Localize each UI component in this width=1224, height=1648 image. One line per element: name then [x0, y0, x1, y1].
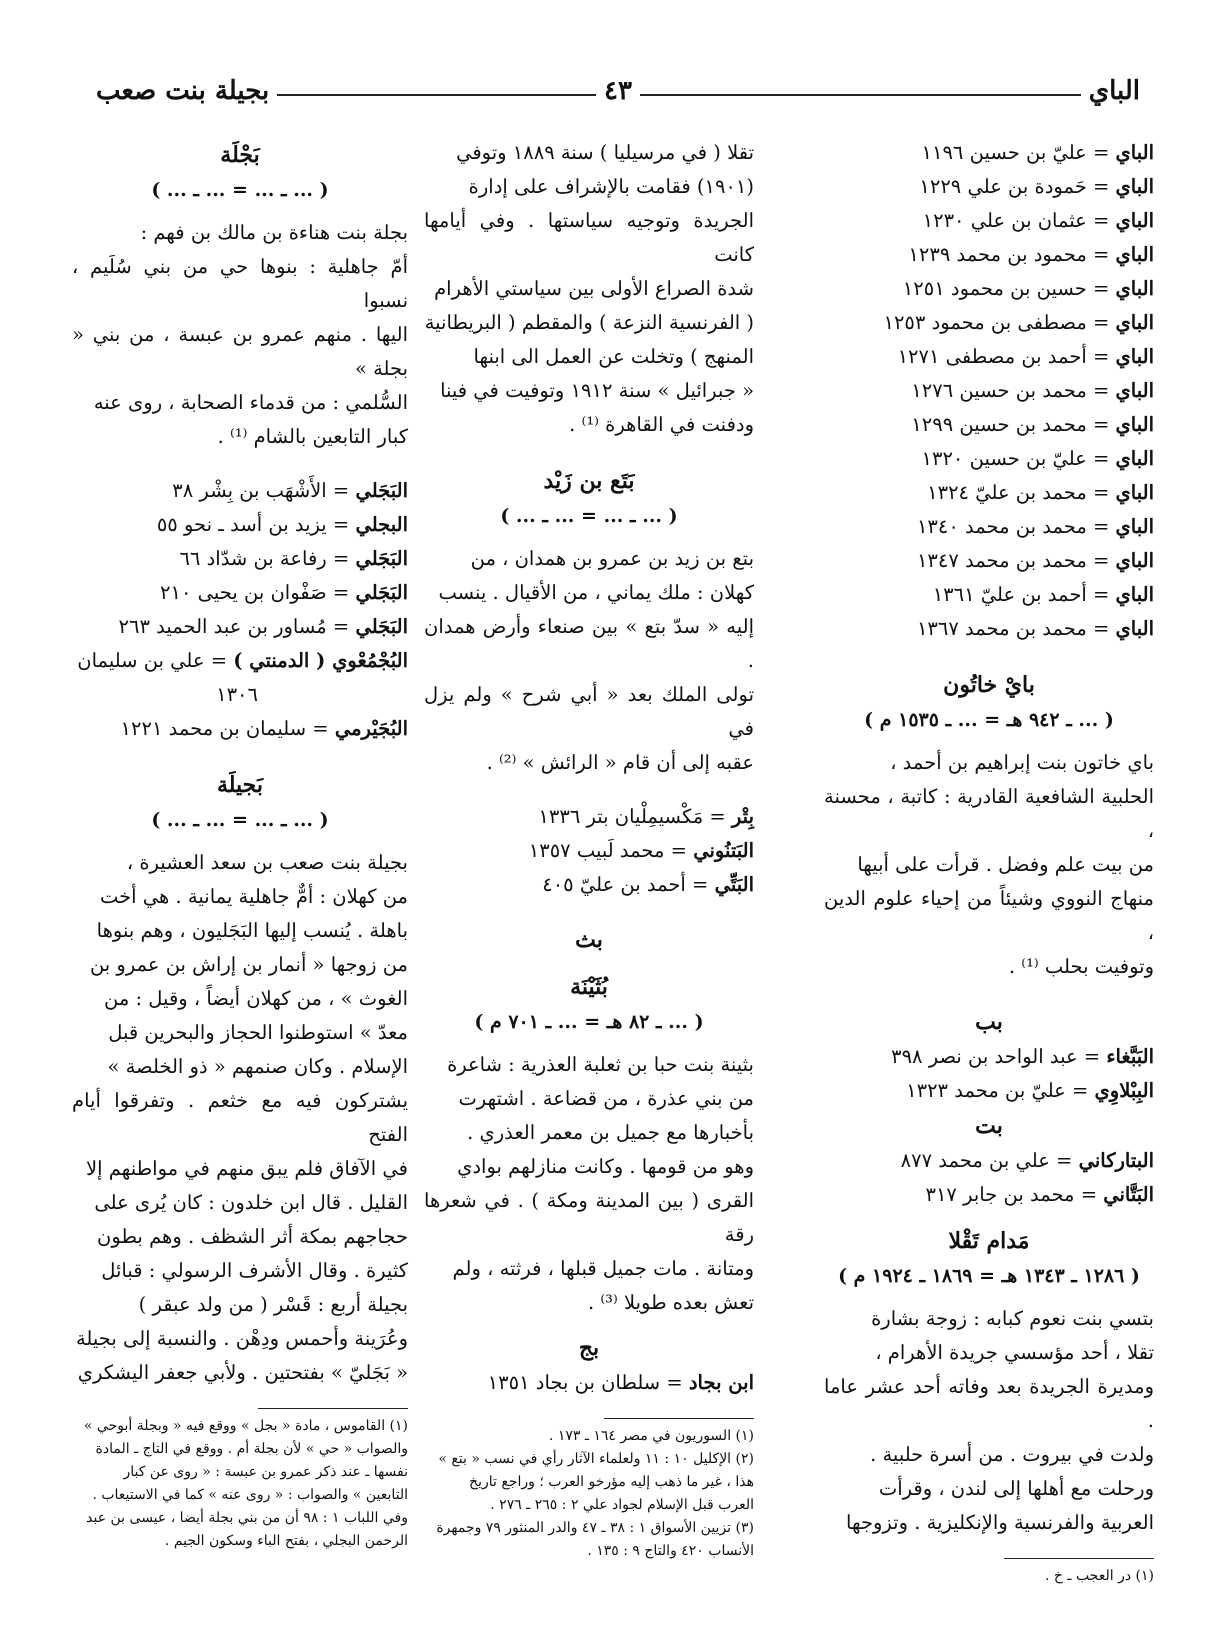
- entry-dates: ( ... ـ ... = ... ـ ... ): [151, 179, 329, 201]
- column-right: [824, 136, 1154, 1588]
- text-line: القليل . قال ابن خلدون : كان يُرى على: [94, 1191, 408, 1214]
- entry-title: بَتَع بن زَيْد: [543, 468, 635, 494]
- text-line: منهاج النووي وشيئاً من إحياء علوم الدين ،: [824, 887, 1154, 944]
- footnote: والصواب « حي » لأن بجلة أم . ووقع في التاج ـ المادة: [95, 1441, 408, 1457]
- entry-title: بَجْلَة: [220, 142, 260, 168]
- text-line: تقلا ( في مرسيليا ) سنة ١٨٨٩ وتوفي: [456, 141, 754, 164]
- list-item: البُجْمُعْوي ( الدمنتي ) = علي بن سليمان: [77, 649, 408, 672]
- text-line: اليها . منهم عمرو بن عبسة ، من بني « بجلة »: [72, 323, 408, 380]
- text-line: بجلة بنت هناءة بن مالك بن فهم :: [140, 221, 408, 244]
- list-item: البَبَّغاء = عبد الواحد بن نصر ٣٩٨: [891, 1045, 1154, 1068]
- text-line: أمّ جاهلية : بنوها حي من بني سُلَيم ، نسبوا: [72, 255, 408, 312]
- header-left-title: بجيلة بنت صعب: [88, 76, 277, 106]
- entry-body: [824, 1302, 1154, 1540]
- header-right-title: الباي: [1081, 76, 1148, 106]
- section-letter: بت: [975, 1113, 1003, 1139]
- footnote: (٢) الإكليل ١٠ : ١١ ولعلماء الآثار رأي في نسب « بتع »: [438, 1451, 754, 1467]
- list-item: الباي = حسين بن محمود ١٢٥١: [902, 277, 1154, 300]
- text-line: ومديرة الجريدة بعد وفاته أحد عشر عاما .: [824, 1375, 1154, 1432]
- text-line: العربية والفرنسية والإنكليزية . وتزوجها: [846, 1511, 1154, 1534]
- entry-body: [72, 846, 408, 1390]
- text-line: في الآفاق فلم يبق منهم في مواطنهم إلا: [86, 1157, 408, 1180]
- entry-dates: ( ... ـ ٨٢ هـ = ... ـ ٧٠١ م ): [474, 1011, 704, 1033]
- text-line: ودفنت في القاهرة ⁽¹⁾ .: [569, 413, 754, 436]
- text-line: من بيت علم وفضل . قرأت على أبيها: [857, 853, 1154, 876]
- page-number: ٤٣: [596, 76, 640, 106]
- text-line: كهلان : ملك يماني ، من الأقيال . ينسب: [438, 581, 754, 604]
- text-line: تقلا ، أحد مؤسسي جريدة الأهرام ،: [875, 1341, 1154, 1364]
- footnote: هذا ، غير ما ذهب إليه مؤرخو العرب ؛ وراجع تاريخ: [469, 1474, 754, 1490]
- list-item: البَجَلي = رفاعة بن شدّاد ٦٦: [179, 547, 408, 570]
- footnote: (١) القاموس ، مادة « بجل » ووقع فيه « وبجلة أبوحي »: [83, 1418, 408, 1434]
- entry-body: [424, 542, 754, 780]
- list-item: الباي = عثمان بن علي ١٢٣٠: [922, 209, 1154, 232]
- footnote: (٣) تزيين الأسواق ١ : ٣٨ ـ ٤٧ والدر المنثور ٧٩ وجمهرة: [436, 1520, 754, 1536]
- footnote: وفي اللباب ١ : ٩٨ أن من بني بجلة أيضا ، عيسى بن عبد: [86, 1510, 408, 1526]
- text-line: شدة الصراع الأولى بين سياستي الأهرام: [434, 277, 754, 300]
- text-line: وعُرَينة وأحمس ودِهْن . والنسبة إلى بجيلة: [75, 1327, 408, 1350]
- text-line: من كهلان : أمٌّ جاهلية يمانية . هي أخت: [99, 885, 408, 908]
- footnote: (١) در العجب ـ خ .: [1045, 1568, 1154, 1584]
- list-item: الباي = أحمد بن عليّ ١٣٦١: [932, 583, 1154, 606]
- list-item: البَجَلي = مُساور بن عبد الحميد ٢٦٣: [118, 615, 408, 638]
- footnote: نفسها ـ عند ذكر عمرو بن عبسة : « روى عن كبار: [123, 1464, 408, 1480]
- text-line: بثينة بنت حبا بن ثعلبة العذرية : شاعرة: [447, 1053, 754, 1076]
- entry-body: [824, 746, 1154, 984]
- text-line: كبار التابعين بالشام ⁽¹⁾ .: [217, 425, 408, 448]
- section-letter: بث: [575, 927, 603, 953]
- list-item: البَتنُوني = محمد لَبيب ١٣٥٧: [528, 839, 754, 862]
- text-line: وهو من قومها . وكانت منازلهم بوادي: [457, 1155, 754, 1178]
- entry-body: [424, 136, 754, 442]
- footnote-rule: [604, 1418, 754, 1419]
- bajali-list: [72, 474, 408, 746]
- entry-title: مَدام تَقْلا: [948, 1228, 1030, 1254]
- footnote: الأنساب ٤٢٠ والتاج ٩ : ١٣٥ .: [587, 1543, 754, 1559]
- entry-dates: ( ... ـ ٩٤٢ هـ = ... ـ ١٥٣٥ م ): [864, 709, 1114, 731]
- text-line: بتع بن زيد بن عمرو بن همدان ، من: [470, 547, 754, 570]
- text-line: بتسي بنت نعوم كبابه : زوجة بشارة: [871, 1307, 1154, 1330]
- section-letter: بب: [975, 1009, 1003, 1035]
- text-line: معدّ » استوطنوا الحجاز والبحرين قبل: [108, 1021, 408, 1044]
- bay-list: [824, 136, 1154, 646]
- list-item-continuation: ١٣٠٦: [216, 683, 258, 706]
- text-line: يشتركون فيه مع خثعم . وتفرقوا أيام الفتح: [72, 1089, 408, 1146]
- footnote: (١) السوريون في مصر ١٦٤ ـ ١٧٣ .: [548, 1428, 754, 1444]
- text-line: حجاجهم بمكة أثر الشظف . وهم بطون: [97, 1225, 408, 1248]
- text-line: ورحلت مع أهلها إلى لندن ، وقرأت: [878, 1477, 1154, 1500]
- entry-body: [424, 1048, 754, 1320]
- footnote: الرحمن البجلي ، بفتح الباء وسكون الجيم .: [164, 1533, 408, 1549]
- column-left: [72, 136, 408, 1553]
- entry-title: بَجيلَة: [216, 772, 264, 798]
- text-line: ( الفرنسية النزعة ) والمقطم ( البريطانية: [424, 311, 754, 334]
- footnote: التابعين » والصواب : « روى عنه » كما في الاستيعاب .: [92, 1487, 408, 1503]
- entry-dates: ( ١٢٨٦ ـ ١٣٤٣ هـ = ١٨٦٩ ـ ١٩٢٤ م ): [838, 1265, 1140, 1287]
- list-item: البجلي = يزيد بن أسد ـ نحو ٥٥: [156, 513, 408, 536]
- list-item: البُجَيْرمي = سليمان بن محمد ١٢٢١: [120, 717, 408, 740]
- footnote: العرب قبل الإسلام لجواد علي ٢ : ٢٦٥ ـ ٢٧٦ .: [490, 1497, 754, 1513]
- text-line: بجيلة بنت صعب بن سعد العشيرة ،: [126, 851, 408, 874]
- running-header: [88, 72, 1148, 112]
- footnote-rule: [258, 1408, 408, 1409]
- text-line: كثيرة . وقال الأشرف الرسولي : قبائل: [101, 1259, 408, 1282]
- text-line: من بني عذرة ، من قضاعة . اشتهرت: [458, 1087, 754, 1110]
- list-item: الباي = عليّ بن حسين ١٣٢٠: [921, 447, 1154, 470]
- list-item: الباي = أحمد بن مصطفى ١٢٧١: [897, 345, 1154, 368]
- entry-dates: ( ... ـ ... = ... ـ ... ): [151, 809, 329, 831]
- entry-title: بايْ خاتُون: [943, 672, 1035, 698]
- list-item: الباي = محمود بن محمد ١٢٣٩: [908, 243, 1154, 266]
- list-item: الباي = محمد بن عليّ ١٣٢٤: [927, 481, 1154, 504]
- footnote-rule: [1004, 1558, 1154, 1559]
- list-item: الباي = محمد بن حسين ١٢٧٦: [911, 379, 1154, 402]
- text-line: « جبرائيل » سنة ١٩١٢ وتوفيت في فينا: [440, 379, 754, 402]
- list-item: البَتَّاني = محمد بن جابر ٣١٧: [925, 1183, 1154, 1206]
- text-line: القرى ( بين المدينة ومكة ) . في شعرها رقة: [424, 1189, 754, 1246]
- text-line: المنهج ) وتخلت عن العمل الى ابنها: [473, 345, 754, 368]
- text-line: الإسلام . وكان صنمهم « ذو الخلصة »: [107, 1055, 408, 1078]
- text-line: (١٩٠١) فقامت بالإشراف على إدارة: [468, 175, 754, 198]
- list-item: ابن بجاد = سلطان بن بجاد ١٣٥١: [487, 1371, 754, 1394]
- text-line: بأخبارها مع جميل بن معمر العذري .: [467, 1121, 754, 1144]
- text-line: من زوجها « أنمار بن إراش بن عمرو بن: [89, 953, 408, 976]
- list-item: الباي = حَمودة بن علي ١٢٢٩: [919, 175, 1154, 198]
- list-item: الباي = مصطفى بن محمود ١٢٥٣: [883, 311, 1154, 334]
- text-line: تعش بعده طويلا ⁽³⁾ .: [587, 1291, 754, 1314]
- list-item: الباي = عليّ بن حسين ١١٩٦: [921, 141, 1154, 164]
- list-item: البَجَلي = صَفْوان بن يحيى ٢١٠: [160, 581, 408, 604]
- entry-title: بُثَيْنَة: [570, 974, 608, 1000]
- list-item: الباي = محمد بن محمد ١٣٤٧: [916, 549, 1154, 572]
- list-item: الباي = محمد بن محمد ١٣٤٠: [916, 515, 1154, 538]
- entry-dates: ( ... ـ ... = ... ـ ... ): [500, 505, 678, 527]
- text-line: الحلبية الشافعية القادرية : كاتبة ، محسنة ،: [824, 785, 1154, 842]
- list-item: البَجَلي = الأَشْهَب بن بِشْر ٣٨: [172, 479, 408, 502]
- list-item: البَتِّي = أحمد بن عليّ ٤٠٥: [542, 873, 754, 896]
- list-item: الباي = محمد بن حسين ١٢٩٩: [911, 413, 1154, 436]
- list-item: البتاركاني = علي بن محمد ٨٧٧: [900, 1149, 1154, 1172]
- list-item: بِتْر = مَكْسيمِلْيان بتر ١٣٣٦: [538, 805, 754, 828]
- text-line: الغوث » ، من كهلان أيضاً ، وقيل : من: [104, 987, 408, 1010]
- text-line: « بَجَليّ » بفتحتين . ولأبي جعفر اليشكري: [77, 1361, 408, 1384]
- section-letter: بج: [578, 1335, 600, 1361]
- text-line: بجيلة أربع : قَسْر ( من ولد عبقر ): [138, 1293, 408, 1316]
- text-line: السُّلمي : من قدماء الصحابة ، روى عنه: [93, 391, 408, 414]
- footnotes: [72, 1415, 408, 1553]
- text-line: باي خاتون بنت إبراهيم بن أحمد ،: [890, 751, 1154, 774]
- text-line: عقبه إلى أن قام « الرائش » ⁽²⁾ .: [486, 751, 754, 774]
- text-line: الجريدة وتوجيه سياستها . وفي أيامها كانت: [424, 209, 754, 266]
- text-line: تولى الملك بعد « أبي شرح » ولم يزل في: [424, 683, 754, 740]
- text-line: إليه « سدّ بتع » بين صنعاء وأرض همدان .: [424, 615, 754, 672]
- text-line: ولدت في بيروت . من أسرة حلبية .: [870, 1443, 1154, 1466]
- text-line: وتوفيت بحلب ⁽¹⁾ .: [1008, 955, 1154, 978]
- list-item: البِبْلاوِي = عليّ بن محمد ١٣٢٣: [906, 1079, 1154, 1102]
- text-line: ومتانة . مات جميل قبلها ، فرثته ، ولم: [452, 1257, 754, 1280]
- entry-body: [72, 216, 408, 454]
- column-middle: [424, 136, 754, 1563]
- list-item: الباي = محمد بن محمد ١٣٦٧: [916, 617, 1154, 640]
- footnotes: [424, 1425, 754, 1563]
- text-line: باهلة . يُنسب إليها البَجَليون ، وهم بنوها: [96, 919, 408, 942]
